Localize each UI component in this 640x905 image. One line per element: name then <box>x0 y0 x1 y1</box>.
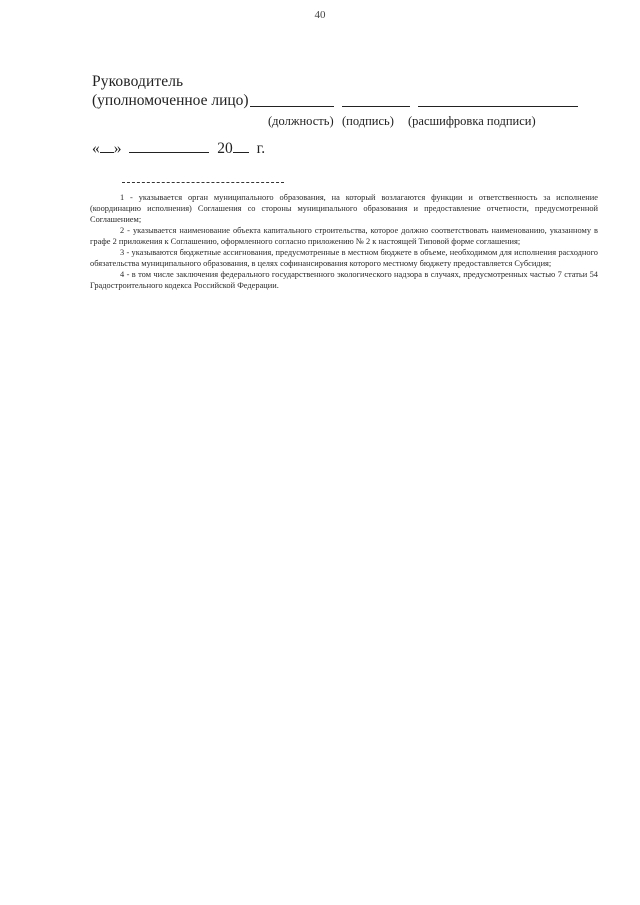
month-blank <box>129 140 209 153</box>
date-open-quote: « <box>92 140 100 157</box>
signature-caption: (подпись) <box>342 114 394 128</box>
footnote-3: 3 - указываются бюджетные ассигнования, предусмотренные в местном бюджете в объеме, необходимом для исполнения расходного обязательства муниципального образования, в целях софинансирования которого местному бюджету предоставляется Субсидия; <box>90 248 598 268</box>
year-prefix: 20 <box>217 140 233 157</box>
day-blank <box>100 140 114 153</box>
position-line <box>250 106 334 107</box>
decoding-line <box>418 106 578 107</box>
footnote-1: 1 - указывается орган муниципального образования, на который возлагаются функции и ответственность за исполнение (координацию исполнения) Соглашения со стороны муниципального образования и предоставление отчетности, предусмотренной Соглашением; <box>90 193 598 224</box>
date-row <box>92 140 265 158</box>
footnote-2: 2 - указывается наименование объекта капитального строительства, которое должно соответствовать наименованию, указанному в графе 2 приложения к Соглашению, оформленного согласно приложению № 2 к настоящей Типовой форме соглашения; <box>90 226 598 246</box>
signatory-title: Руководитель <box>92 73 184 90</box>
decoding-caption: (расшифровка подписи) <box>408 114 536 128</box>
year-blank <box>233 140 249 153</box>
signature-row <box>92 91 592 111</box>
year-suffix: г. <box>256 140 266 157</box>
signatory-label: (уполномоченное лицо) <box>92 92 249 109</box>
footnote-4: 4 - в том числе заключения федерального государственного экологического надзора в случаях, предусмотренных частью 7 статьи 54 Градостроительного кодекса Российской Федерации. <box>90 270 598 290</box>
date-close-quote: » <box>113 140 122 157</box>
signature-line <box>342 106 410 107</box>
signature-block <box>92 72 592 131</box>
position-caption: (должность) <box>268 114 334 128</box>
footnotes <box>90 192 598 291</box>
footnote-separator <box>122 182 284 183</box>
page-number: 40 <box>314 9 326 21</box>
signature-captions <box>92 113 592 131</box>
